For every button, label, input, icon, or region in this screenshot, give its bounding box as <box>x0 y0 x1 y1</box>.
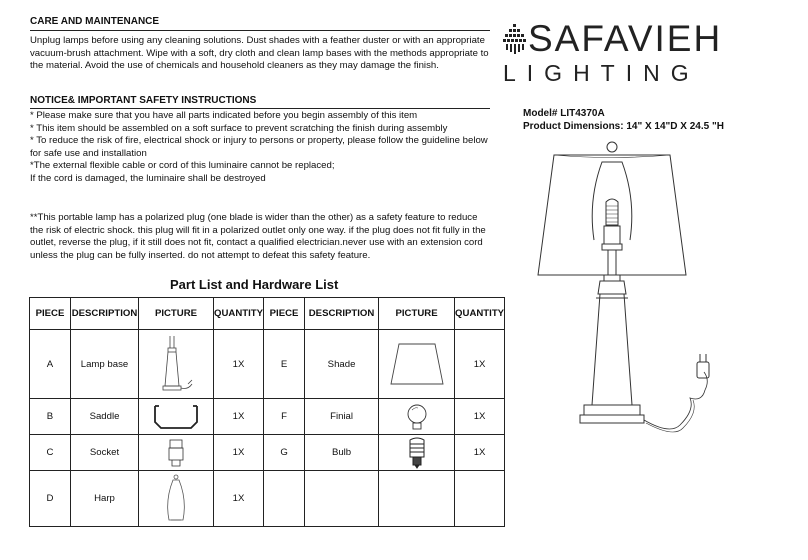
finial-icon <box>402 402 432 432</box>
quantity-cell: 1X <box>214 330 264 399</box>
logo-subtitle: LIGHTING <box>503 60 700 86</box>
piece-cell: A <box>30 330 71 399</box>
plug-line: unless the plug can be fully inserted. do not attempt to defeat this safety feature. <box>30 249 371 261</box>
quantity-cell: 1X <box>455 330 505 399</box>
care-divider <box>30 30 490 31</box>
header-picture: PICTURE <box>379 298 455 330</box>
care-line: vacuum-brush attachment. Wipe with a soft, dry cloth and clean lamp bases with the methods appropriate to <box>30 47 489 59</box>
safety-line: * Please make sure that you have all parts indicated before you begin assembly of this item <box>30 110 418 121</box>
header-description: DESCRIPTION <box>71 298 139 330</box>
parts-table <box>29 297 505 527</box>
piece-cell: B <box>30 399 71 435</box>
care-heading: CARE AND MAINTENANCE <box>30 16 160 27</box>
bulb-icon <box>405 437 429 469</box>
picture-cell <box>379 471 455 527</box>
description-cell: Lamp base <box>71 330 139 399</box>
shade-icon <box>387 340 447 388</box>
description-cell: Bulb <box>305 435 379 471</box>
picture-cell <box>139 471 214 527</box>
socket-icon <box>164 438 188 468</box>
table-row <box>30 435 505 471</box>
quantity-cell <box>455 471 505 527</box>
header-piece: PIECE <box>264 298 305 330</box>
plug-line: outlet, reverse the plug, if it still does not fit, contact a qualified electrician.never use with an extension cord <box>30 237 483 249</box>
quantity-cell: 1X <box>214 435 264 471</box>
header-quantity: QUANTITY <box>455 298 505 330</box>
safety-line: * To reduce the risk of fire, electrical shock or injury to persons or property, please follow the guideline below <box>30 135 488 147</box>
picture-cell <box>379 435 455 471</box>
description-cell <box>305 471 379 527</box>
header-description: DESCRIPTION <box>305 298 379 330</box>
quantity-cell: 1X <box>455 435 505 471</box>
safety-divider <box>30 108 490 109</box>
description-cell: Shade <box>305 330 379 399</box>
picture-cell <box>379 330 455 399</box>
table-row <box>30 330 505 399</box>
picture-cell <box>139 330 214 399</box>
safavieh-logo <box>500 20 800 90</box>
piece-cell: D <box>30 471 71 527</box>
care-line: Unplug lamps before using any cleaning solutions. Dust shades with a feather duster or with an appropriate <box>30 35 485 46</box>
safety-line: for safe use and installation <box>30 147 147 159</box>
lamp-illustration <box>530 140 740 440</box>
care-line: the material. Avoid the use of chemicals and household cleaners as they may damage the finish. <box>30 60 439 72</box>
lamp-base-icon <box>156 334 196 394</box>
harp-icon <box>161 474 191 524</box>
safety-line: * This item should be assembled on a soft surface to prevent scratching the finish during assembly <box>30 122 448 134</box>
table-header-row <box>30 298 505 330</box>
quantity-cell: 1X <box>214 399 264 435</box>
picture-cell <box>379 399 455 435</box>
description-cell: Saddle <box>71 399 139 435</box>
description-cell: Harp <box>71 471 139 527</box>
description-cell: Finial <box>305 399 379 435</box>
logo-wordmark: SAFAVIEH <box>528 18 723 59</box>
logo-mark-icon <box>500 22 530 62</box>
safety-line: If the cord is damaged, the luminaire shall be destroyed <box>30 172 266 184</box>
description-cell: Socket <box>71 435 139 471</box>
plug-line: **This portable lamp has a polarized plug (one blade is wider than the other) as a safety feature to reduce <box>30 212 478 223</box>
safety-heading: NOTICE& IMPORTANT SAFETY INSTRUCTIONS <box>30 95 257 106</box>
table-row <box>30 471 505 527</box>
care-text <box>30 35 500 73</box>
header-picture: PICTURE <box>139 298 214 330</box>
quantity-cell: 1X <box>214 471 264 527</box>
plug-line: the risk of electric shock. this plug will fit in a polarized outlet only one way. if the plug does not fit fully in the <box>30 224 486 236</box>
table-row <box>30 399 505 435</box>
piece-cell: E <box>264 330 305 399</box>
product-dimensions: Product Dimensions: 14" X 14"D X 24.5 "H <box>523 121 724 132</box>
piece-cell: G <box>264 435 305 471</box>
saddle-icon <box>151 402 201 432</box>
parts-list-title: Part List and Hardware List <box>170 277 339 292</box>
piece-cell: F <box>264 399 305 435</box>
safety-text <box>30 110 500 186</box>
safety-line: *The external flexible cable or cord of this luminaire cannot be replaced; <box>30 160 335 172</box>
plug-notice <box>30 212 500 262</box>
model-number: Model# LIT4370A <box>523 108 605 119</box>
picture-cell <box>139 399 214 435</box>
piece-cell: C <box>30 435 71 471</box>
header-quantity: QUANTITY <box>214 298 264 330</box>
quantity-cell: 1X <box>455 399 505 435</box>
header-piece: PIECE <box>30 298 71 330</box>
picture-cell <box>139 435 214 471</box>
piece-cell <box>264 471 305 527</box>
